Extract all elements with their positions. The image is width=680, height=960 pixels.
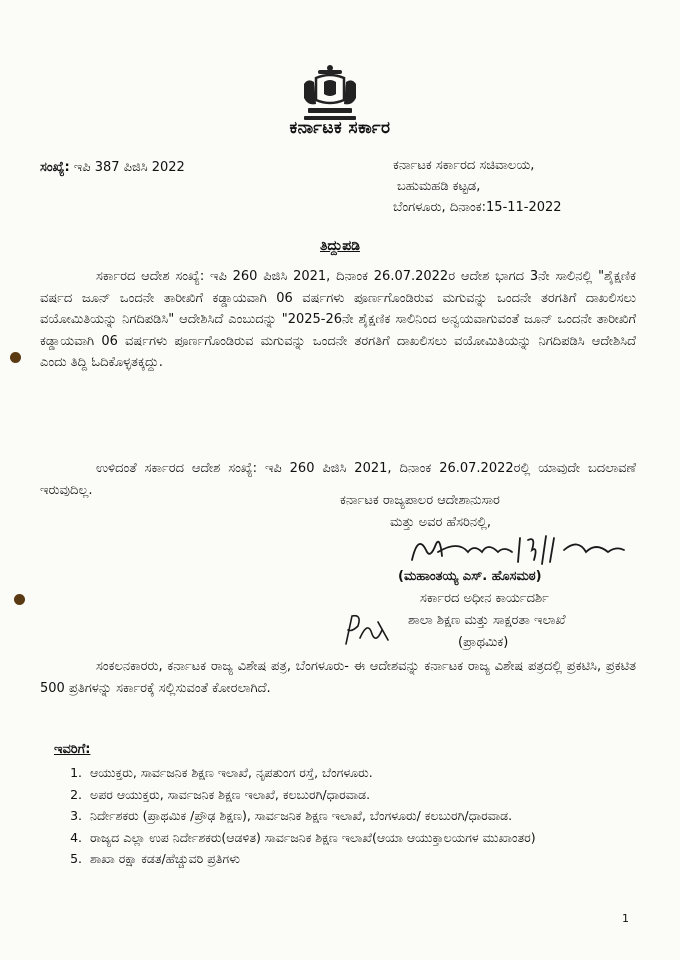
- signatory-designation: ಸರ್ಕಾರದ ಅಧೀನ ಕಾರ್ಯದರ್ಶಿ: [420, 591, 549, 606]
- reference-label: ಸಂಖ್ಯೆ:: [40, 160, 70, 175]
- signatory-section: (ಪ್ರಾಥಮಿಕ): [458, 635, 509, 650]
- punch-hole: [14, 594, 25, 605]
- address-line: ಬಹುಮಹಡಿ ಕಟ್ಟಡ,: [397, 179, 481, 194]
- order-line: ಮತ್ತು ಅವರ ಹೆಸರಿನಲ್ಲಿ,: [390, 515, 492, 530]
- list-item: 4. ರಾಜ್ಯದ ಎಲ್ಲಾ ಉಪ ನಿರ್ದೇಶಕರು(ಆಡಳಿತ) ಸಾರ್ವಜನಿಕ ಶಿಕ್ಷಣ ಇಲಾಖೆ(ಆಯಾ ಆಯುಕ್ತಾಲಯಗಳ ಮುಖಾಂತರ): [86, 827, 646, 849]
- order-line: ಕರ್ನಾಟಕ ರಾಜ್ಯಪಾಲರ ಆದೇಶಾನುಸಾರ: [340, 493, 500, 508]
- office-address: [393, 155, 562, 218]
- list-item: 3. ನಿರ್ದೇಶಕರು (ಪ್ರಾಥಮಿಕ /ಪ್ರೌಢ ಶಿಕ್ಷಣ), ಸಾರ್ವಜನಿಕ ಶಿಕ್ಷಣ ಇಲಾಖೆ, ಬೆಂಗಳೂರು/ ಕಲಬುರಗಿ/ಧಾರವಾಡ.: [86, 805, 646, 827]
- order-authority: [340, 490, 640, 534]
- list-item: 2. ಅಪರ ಆಯುಕ್ತರು, ಸಾರ್ವಜನಿಕ ಶಿಕ್ಷಣ ಇಲಾಖೆ, ಕಲಬುರಗಿ/ಧಾರವಾಡ.: [86, 784, 646, 806]
- address-line: ಬೆಂಗಳೂರು, ದಿನಾಂಕ:15-11-2022: [393, 200, 562, 215]
- signatory-department: ಶಾಲಾ ಶಿಕ್ಷಣ ಮತ್ತು ಸಾಕ್ಷರತಾ ಇಲಾಖೆ: [408, 613, 566, 628]
- document-heading: ತಿದ್ದುಪಡಿ: [320, 238, 360, 254]
- list-item: 5. ಶಾಖಾ ರಕ್ಷಾ ಕಡತ/ಹೆಚ್ಚುವರಿ ಪ್ರತಿಗಳು: [86, 848, 646, 870]
- initials-scribble-icon: [338, 610, 398, 650]
- reference-value: ಇಪಿ 387 ಪಿಜಿಸಿ 2022: [73, 160, 185, 175]
- signatory-name: (ಮಹಾಂತಯ್ಯ ಎಸ್. ಹೊಸಮಠ): [398, 569, 542, 584]
- recipients-list: [62, 762, 646, 870]
- unchanged-paragraph: ಉಳಿದಂತೆ ಸರ್ಕಾರದ ಆದೇಶ ಸಂಖ್ಯೆ: ಇಪಿ 260 ಪಿಜಿಸಿ 2021, ದಿನಾಂಕ 26.07.2022ರಲ್ಲಿ ಯಾವುದೇ ಬದಲಾವಣೆ ಇರುವುದಿಲ್ಲ.: [40, 461, 636, 498]
- address-line: ಕರ್ನಾಟಕ ಸರ್ಕಾರದ ಸಚಿವಾಲಯ,: [393, 158, 535, 173]
- list-item: 1. ಆಯುಕ್ತರು, ಸಾರ್ವಜನಿಕ ಶಿಕ್ಷಣ ಇಲಾಖೆ, ನೃಪತುಂಗ ರಸ್ತೆ, ಬೆಂಗಳೂರು.: [86, 762, 646, 784]
- government-title: ಕರ್ನಾಟಕ ಸರ್ಕಾರ: [289, 118, 391, 138]
- page-number: 1: [622, 912, 629, 925]
- reference-number: [40, 160, 185, 175]
- corrigendum-paragraph: ಸರ್ಕಾರದ ಆದೇಶ ಸಂಖ್ಯೆ: ಇಪಿ 260 ಪಿಜಿಸಿ 2021, ದಿನಾಂಕ 26.07.2022ರ ಆದೇಶ ಭಾಗದ 3ನೇ ಸಾಲಿನಲ್ಲಿ "ಶೈಕ್ಷಣಿಕ ವರ್ಷದ ಜೂನ್ ಒಂದನೇ ತಾರೀಖಿಗೆ ಕಡ್ಡಾಯವಾಗಿ 06 ವರ್ಷಗಳು ಪೂರ್ಣಗೊಂಡಿರುವ ಮಗುವನ್ನು ಒಂದನೇ ತರಗತಿಗೆ ದಾಖಲಿಸಲು ವಯೋಮಿತಿಯನ್ನು ನಿಗದಿಪಡಿಸಿ" ಆದೇಶಿಸಿದೆ ಎಂಬುದನ್ನು "2025-26ನೇ ಶೈಕ್ಷಣಿಕ ಸಾಲಿನಿಂದ ಅನ್ವಯವಾಗುವಂತೆ ಜೂನ್ ಒಂದನೇ ತಾರೀಖಿಗೆ ಕಡ್ಡಾಯವಾಗಿ 06 ವರ್ಷಗಳು ಪೂರ್ಣಗೊಂಡಿರುವ ಮಗುವನ್ನು ಒಂದನೇ ತರಗತಿಗೆ ದಾಖಲಿಸಲು ವಯೋಮಿತಿಯನ್ನು ನಿಗದಿಪಡಿಸಿ ಆದೇಶಿಸಿದೆ ಎಂದು ತಿದ್ದಿ ಓದಿಕೊಳ್ಳತಕ್ಕದ್ದು.: [40, 269, 636, 370]
- gazette-paragraph: ಸಂಕಲನಕಾರರು, ಕರ್ನಾಟಕ ರಾಜ್ಯ ವಿಶೇಷ ಪತ್ರ, ಬೆಂಗಳೂರು- ಈ ಆದೇಶವನ್ನು ಕರ್ನಾಟಕ ರಾಜ್ಯ ವಿಶೇಷ ಪತ್ರದಲ್ಲಿ ಪ್ರಕಟಿಸಿ, ಪ್ರಕಟಿತ 500 ಪ್ರತಿಗಳನ್ನು ಸರ್ಕಾರಕ್ಕೆ ಸಲ್ಲಿಸುವಂತೆ ಕೋರಲಾಗಿದೆ.: [40, 659, 636, 696]
- recipients-label: ಇವರಿಗೆ:: [54, 742, 91, 757]
- handwritten-signature-icon: [408, 530, 628, 570]
- state-emblem-icon: [298, 64, 362, 126]
- punch-hole: [10, 352, 21, 363]
